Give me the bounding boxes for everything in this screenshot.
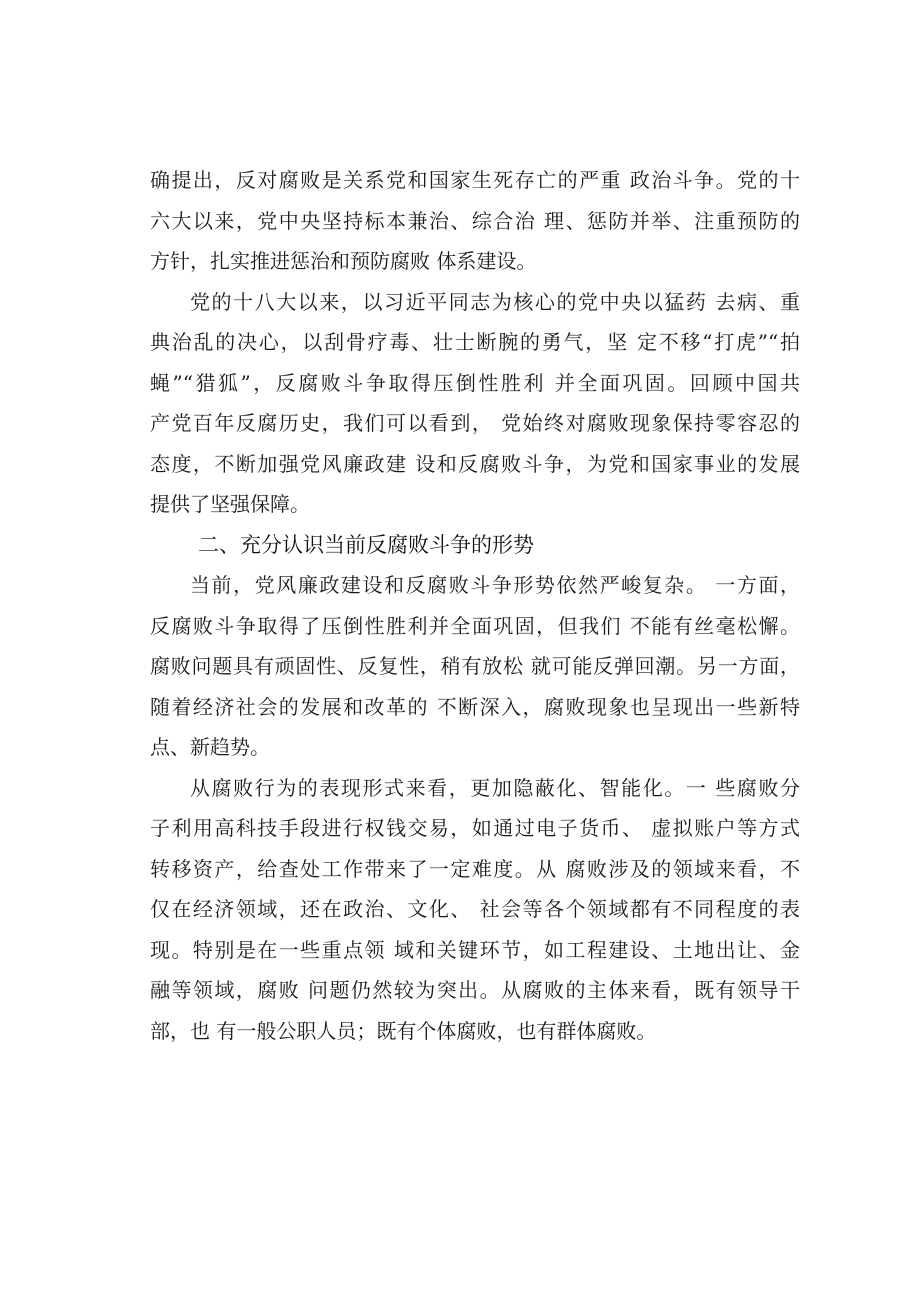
text-line: 方针，扎实推进惩治和预防腐败 体系建设。 [150,249,537,273]
text-line: 当前，党风廉政建设和反腐败斗争形势依然严峻复杂。 一方面， [190,573,800,597]
text-line: 态度，不断加强党风廉政建 设和反腐败斗争，为党和国家事业的发展 [150,451,800,476]
text-line: 现。特别是在一些重点领 域和关键环节，如工程建设、土地出让、金 [150,937,800,962]
text-line: 确提出，反对腐败是关系党和国家生死存亡的严重 政治斗争。党的十 [150,168,800,192]
paragraph-2 [150,282,800,525]
text-line: 从腐败行为的表现形式来看，更加隐蔽化、智能化。一 些腐败分 [190,775,800,800]
text-line: 子利用高科技手段进行权钱交易，如通过电子货币、 虚拟账户等方式 [150,816,800,840]
section-heading: 二、充分认识当前反腐败斗争的形势 [198,532,534,557]
text-line: 融等领域，腐败 问题仍然较为突出。从腐败的主体来看，既有领导干 [150,978,800,1002]
text-line: 党的十八大以来，以习近平同志为核心的党中央以猛药 去病、重 [190,289,800,314]
paragraph-4 [150,768,800,1052]
text-line: 产党百年反腐历史，我们可以看到， 党始终对腐败现象保持零容忍的 [150,411,800,435]
text-line: 仅在经济领域，还在政治、文化、 社会等各个领域都有不同程度的表 [150,897,800,921]
text-line: 点、新趋势。 [150,735,270,759]
paragraph-1 [150,160,800,282]
text-line: 随着经济社会的发展和改革的 不断深入，腐败现象也呈现出一些新特 [150,694,800,719]
document-body [150,160,800,1051]
text-line: 反腐败斗争取得了压倒性胜利并全面巩固，但我们 不能有丝毫松懈。 [150,613,800,638]
text-line: 蝇”“猎狐”，反腐败斗争取得压倒性胜利 并全面巩固。回顾中国共 [150,370,800,395]
paragraph-3 [150,565,800,768]
text-line: 腐败问题具有顽固性、反复性，稍有放松 就可能反弹回潮。另一方面， [150,654,800,678]
text-line: 典治乱的决心，以刮骨疗毒、壮士断腕的勇气，坚 定不移“打虎”“拍 [150,330,800,354]
text-line: 部，也 有一般公职人员；既有个体腐败，也有群体腐败。 [150,1018,657,1043]
text-line: 转移资产，给查处工作带来了一定难度。从 腐败涉及的领域来看，不 [150,856,800,881]
text-line: 六大以来，党中央坚持标本兼治、综合治 理、惩防并举、注重预防的 [150,208,800,233]
text-line: 提供了坚强保障。 [150,492,310,516]
